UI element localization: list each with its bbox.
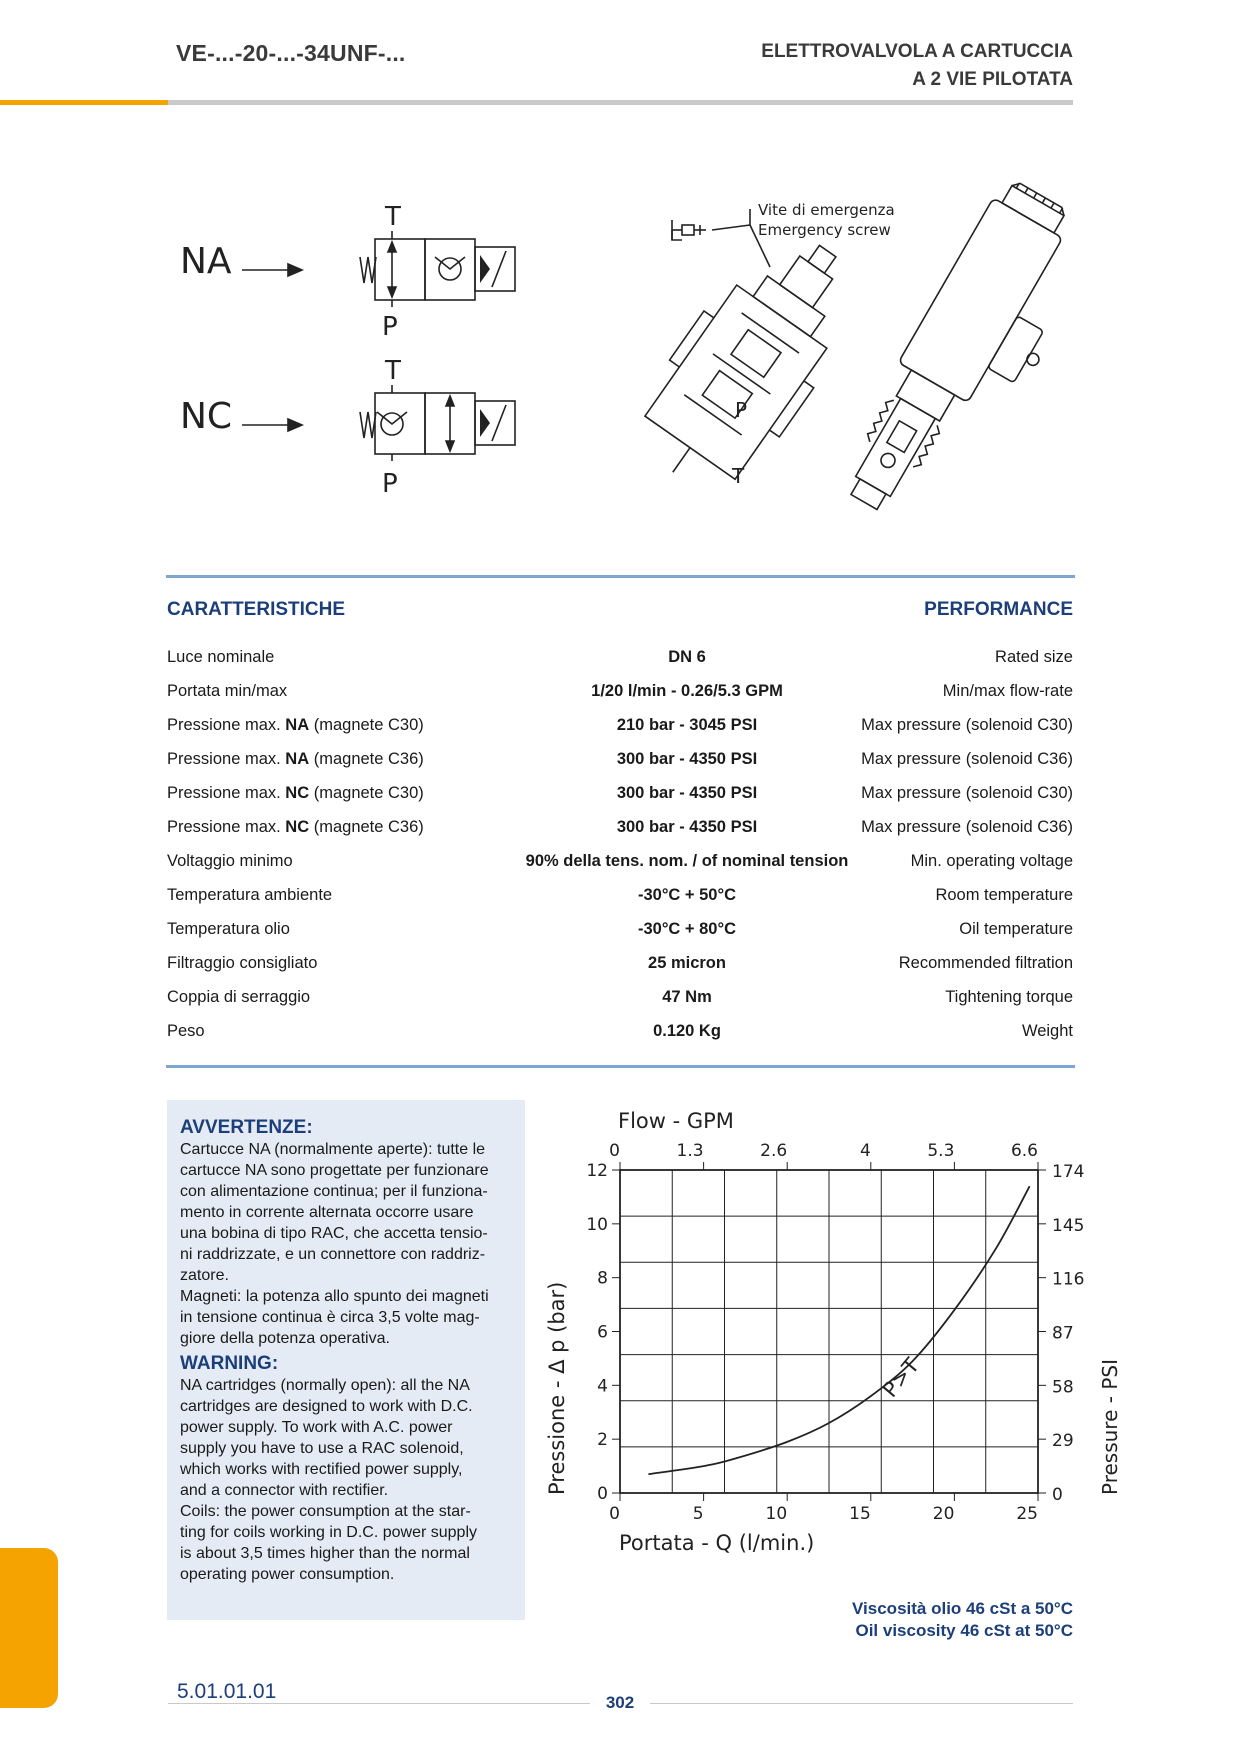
top-tick-label: 4 <box>859 1141 871 1161</box>
section-rule-bottom <box>166 1065 1075 1068</box>
spec-value: 90% della tens. nom. / of nominal tension <box>525 852 849 870</box>
spec-label-en: Rated size <box>995 648 1073 666</box>
y-tick-label: 10 <box>586 1214 608 1235</box>
spec-label-bold: NA <box>285 716 310 734</box>
spec-value: -30°C + 80°C <box>637 920 737 938</box>
drawing-port-p: P <box>735 398 748 422</box>
product-title <box>761 38 1073 94</box>
spec-label-en: Max pressure (solenoid C36) <box>861 818 1073 836</box>
y-tick-label: 0 <box>597 1484 608 1504</box>
spec-label-bold: NC <box>285 818 310 836</box>
right-tick-label: 87 <box>1052 1323 1074 1344</box>
chart-xlabel: Portata - Q (l/min.) <box>619 1531 815 1555</box>
chart-grid <box>620 1170 1038 1493</box>
y-tick-label: 6 <box>597 1322 608 1343</box>
section-title-en: PERFORMANCE <box>924 599 1073 620</box>
spec-value: 210 bar - 3045 PSI <box>616 716 758 734</box>
top-tick-label: 0 <box>609 1141 620 1161</box>
spec-row <box>167 750 1073 784</box>
nc-port-p: P <box>382 469 398 499</box>
y-tick-label: 2 <box>597 1430 608 1451</box>
section-rule-top <box>166 575 1075 578</box>
spec-label-it <box>167 920 290 939</box>
top-tick-label: 2.6 <box>760 1141 788 1161</box>
title-line-2: A 2 VIE PILOTATA <box>912 69 1073 90</box>
spec-value: 300 bar - 4350 PSI <box>616 818 758 836</box>
product-code: VE-...-20-...-34UNF-... <box>176 40 406 66</box>
na-label: NA <box>180 241 232 282</box>
spec-row <box>167 1022 1073 1056</box>
x-tick-label: 0 <box>609 1504 620 1524</box>
emergency-label-it: Vite di emergenza <box>758 201 895 219</box>
chart-ylabel-right: Pressure - PSI <box>1098 1359 1122 1495</box>
x-tick-label: 5 <box>692 1504 704 1524</box>
spec-row <box>167 682 1073 716</box>
y-tick-label: 12 <box>586 1161 608 1181</box>
note-text-en: NA cartridges (normally open): all the NA cartridges are designed to work with D.C. power supply. To work with A.C. power supply you have to use a RAC solenoid, which works with rectified power supply, and a connector with rectifier. Coils: the power consumption at the star- ting for coils working in D.C. power supply is about 3,5 times higher than the normal operating power consumption. <box>180 1377 478 1583</box>
top-tick-label: 1.3 <box>676 1141 704 1161</box>
spec-label-suffix: (magnete C36) <box>309 818 424 836</box>
spec-label-it <box>167 886 332 905</box>
chart-title: Flow - GPM <box>618 1109 734 1133</box>
right-tick-label: 29 <box>1052 1431 1074 1452</box>
spec-row <box>167 648 1073 682</box>
side-tab <box>0 1548 58 1708</box>
spec-value: 47 Nm <box>662 988 712 1006</box>
nc-label: NC <box>180 396 233 437</box>
section-title-it: CARATTERISTICHE <box>167 599 346 620</box>
spec-label-suffix: (magnete C30) <box>309 716 424 734</box>
note-title-en: WARNING: <box>180 1353 279 1374</box>
spec-value: 300 bar - 4350 PSI <box>616 750 758 768</box>
spec-label-it <box>167 954 317 973</box>
spec-value: 25 micron <box>648 954 726 972</box>
cartridge-drawing <box>620 195 1090 555</box>
x-tick-label: 15 <box>849 1504 871 1524</box>
spec-value: -30°C + 50°C <box>637 886 737 904</box>
spec-row <box>167 886 1073 920</box>
drawing-port-t: T <box>732 464 745 488</box>
top-tick-label: 5.3 <box>927 1141 955 1161</box>
spec-row <box>167 954 1073 988</box>
viscosity-it: Viscosità olio 46 cSt a 50°C <box>852 1599 1073 1618</box>
spec-label-bold: NC <box>285 784 310 802</box>
spec-label-text: Luce nominale <box>167 648 275 666</box>
spec-label-en: Max pressure (solenoid C30) <box>861 716 1073 734</box>
spec-value: 1/20 l/min - 0.26/5.3 GPM <box>591 682 783 700</box>
spec-label-suffix: (magnete C30) <box>309 784 424 802</box>
chart-series <box>648 1186 1029 1474</box>
spec-row <box>167 784 1073 818</box>
spec-label-text: Peso <box>167 1022 205 1040</box>
header-accent-bar <box>0 100 168 105</box>
spec-label-it <box>167 852 293 871</box>
spec-label-en: Min. operating voltage <box>910 852 1073 870</box>
note-title-it: AVVERTENZE: <box>180 1117 313 1138</box>
spec-label-it <box>167 648 274 667</box>
spec-label-it <box>167 1022 205 1041</box>
chart-ylabel: Pressione - Δ p (bar) <box>545 1281 569 1495</box>
notes-box <box>167 1100 525 1620</box>
emergency-label-en: Emergency screw <box>758 221 891 239</box>
viscosity-note <box>852 1598 1073 1642</box>
spec-label-en: Max pressure (solenoid C30) <box>861 784 1073 802</box>
pressure-flow-chart <box>540 1095 1122 1565</box>
spec-row <box>167 852 1073 886</box>
hydraulic-symbols <box>170 195 570 555</box>
spec-label-text: Filtraggio consigliato <box>167 954 318 972</box>
x-tick-label: 20 <box>932 1504 955 1524</box>
spec-row <box>167 920 1073 954</box>
spec-label-text: Voltaggio minimo <box>167 852 293 870</box>
spec-row <box>167 716 1073 750</box>
spec-label-text: Coppia di serraggio <box>167 988 311 1006</box>
nc-port-t: T <box>385 356 401 386</box>
spec-label-it <box>167 988 310 1007</box>
document-code: 5.01.01.01 <box>177 1680 277 1703</box>
spec-label-en: Min/max flow-rate <box>942 682 1073 700</box>
spec-label-en: Weight <box>1021 1022 1073 1040</box>
na-port-t: T <box>385 202 401 232</box>
spec-label-en: Tightening torque <box>945 988 1073 1006</box>
top-tick-label: 6.6 <box>1010 1141 1038 1161</box>
right-tick-label: 0 <box>1052 1485 1063 1505</box>
spec-label-suffix: (magnete C36) <box>309 750 424 768</box>
y-tick-label: 8 <box>597 1268 608 1289</box>
series-label: P>T <box>877 1353 925 1403</box>
note-text-it: Cartucce NA (normalmente aperte): tutte le cartucce NA sono progettate per funzionare con alimentazione continua; per il funziona- mento in corrente alternata occorre usare una bobina di tipo RAC, che accetta tensio- ni raddrizzate, e un connettore con raddriz- zatore. Magneti: la potenza allo spunto dei magneti in tensione continua è circa 3,5 volte mag- giore della potenza operativa. <box>180 1141 489 1347</box>
spec-label-text: Pressione max. <box>167 716 286 734</box>
right-tick-label: 58 <box>1052 1377 1074 1398</box>
right-tick-label: 174 <box>1052 1162 1085 1182</box>
spec-label-text: Portata min/max <box>167 682 288 700</box>
viscosity-en: Oil viscosity 46 cSt at 50°C <box>855 1621 1073 1640</box>
y-tick-label: 4 <box>597 1376 608 1397</box>
spec-label-text: Temperatura olio <box>167 920 290 938</box>
spec-label-text: Temperatura ambiente <box>167 886 333 904</box>
spec-value: 0.120 Kg <box>653 1022 721 1040</box>
spec-label-en: Oil temperature <box>959 920 1073 938</box>
title-line-1: ELETTROVALVOLA A CARTUCCIA <box>761 41 1073 62</box>
spec-label-it <box>167 682 287 701</box>
header-rule <box>168 100 1073 105</box>
spec-label-text: Pressione max. <box>167 784 286 802</box>
spec-row <box>167 818 1073 852</box>
spec-label-en: Room temperature <box>935 886 1073 904</box>
chart-ticks <box>586 1141 1084 1524</box>
spec-label-text: Pressione max. <box>167 750 286 768</box>
right-tick-label: 116 <box>1052 1269 1085 1290</box>
na-port-p: P <box>382 312 398 342</box>
right-tick-label: 145 <box>1052 1215 1085 1236</box>
spec-label-text: Pressione max. <box>167 818 286 836</box>
x-tick-label: 25 <box>1016 1504 1038 1524</box>
series-line <box>648 1186 1029 1474</box>
spec-label-en: Recommended filtration <box>898 954 1073 972</box>
page-number: 302 <box>590 1693 650 1717</box>
spec-label-bold: NA <box>285 750 310 768</box>
spec-label-en: Max pressure (solenoid C36) <box>861 750 1073 768</box>
spec-value: DN 6 <box>668 648 706 666</box>
spec-value: 300 bar - 4350 PSI <box>616 784 758 802</box>
x-tick-label: 10 <box>765 1504 788 1524</box>
spec-row <box>167 988 1073 1022</box>
